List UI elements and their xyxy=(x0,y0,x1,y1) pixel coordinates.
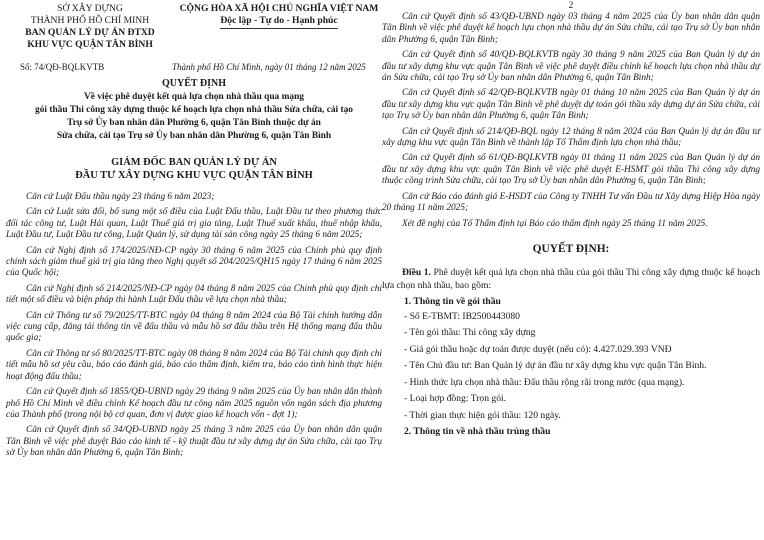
left-column xyxy=(6,0,382,464)
package-info-item: - Tên Chủ đầu tư: Ban Quản lý dự án đầu tư xây dựng khu vực quận Tân Bình. xyxy=(404,360,707,372)
legal-basis-paragraph: Căn cứ Báo cáo đánh giá E-HSDT của Công ty TNHH Tư vấn Đầu tư Xây dựng Hiệp Hòa ngày 20 tháng 11 năm 2025; xyxy=(382,191,760,214)
right-column xyxy=(382,0,760,440)
package-info-item: - Giá gói thầu hoặc dự toán được duyệt (nếu có): 4.427.029.393 VNĐ xyxy=(404,343,672,355)
article-1-label: Điều 1. xyxy=(402,266,431,278)
decision-subject-line3: Trụ sở Ủy ban nhân dân Phường 6, quận Tân Bình thuộc dự án xyxy=(67,118,321,128)
legal-basis-paragraph: Căn cứ Luật sửa đổi, bổ sung một số điều của Luật Đấu thầu, Luật Đầu tư theo phương thức đối tác công tư, Luật Hải quan, Luật Thuế giá trị gia tăng, Luật Thuế xuất khẩu, thuế nhập khẩu, Luật Đầu tư, Luật Đầu tư công, Luật Quản lý, sử dụng tài sản công ngày 25 tháng 6 năm 2025; xyxy=(6,207,382,241)
legal-basis-paragraph: Căn cứ Thông tư số 80/2025/TT-BTC ngày 08 tháng 8 năm 2024 của Bộ Tài chính quy định chi tiết mẫu hồ sơ yêu cầu, báo cáo đánh giá, báo cáo thẩm định, kiểm tra, báo cáo tình hình thực hiện hoạt động đấu thầu; xyxy=(6,348,382,382)
proposal-paragraph: Xét đề nghị của Tổ Thẩm định tại Báo cáo thẩm định ngày 25 tháng 11 năm 2025. xyxy=(402,218,708,229)
package-info-item: - Số E-TBMT: IB2500443080 xyxy=(404,310,520,322)
board-name-line1: BAN QUẢN LÝ DỰ ÁN ĐTXD xyxy=(25,27,155,38)
decision-subject-line4: Sửa chữa, cải tạo Trụ sở Ủy ban nhân dân Phường 6, quận Tân Bình xyxy=(56,131,332,141)
legal-basis-paragraph: Căn cứ Quyết định số 1855/QĐ-UBND ngày 29 tháng 9 năm 2025 của Ủy ban nhân dân thành phố Hồ Chí Minh về điều chỉnh Kế hoạch đầu tư công năm 2025 nguồn vốn ngân sách địa phương của Thành phố (trong nội bộ cơ quan, đơn vị được giao kế hoạch vốn - đợt 1); xyxy=(6,387,382,420)
legal-basis-paragraph: Căn cứ Quyết định số 40/QĐ-BQLKVTB ngày 30 tháng 9 năm 2025 của Ban Quản lý dự án đầu tư xây dựng khu vực quận Tân Bình về việc phê duyệt điều chỉnh kế hoạch lựa chọn nhà thầu dự án Sửa chữa, cải tạo Trụ sở Ủy ban nhân dân Phường 6, quận Tân Bình; xyxy=(382,50,760,84)
decision-title: QUYẾT ĐỊNH xyxy=(162,78,226,89)
article-1 xyxy=(382,266,760,292)
legal-basis-paragraph: Căn cứ Quyết định số 43/QĐ-UBND ngày 03 tháng 4 năm 2025 của Ủy ban nhân dân quận Tân Bình về việc phê duyệt kế hoạch lựa chọn nhà thầu dự án Sửa chữa, cải tạo Trụ sở Ủy ban nhân dân Phường 6, quận Tân Bình; xyxy=(382,12,760,45)
legal-basis-paragraph: Căn cứ Quyết định số 42/QĐ-BQLKVTB ngày 01 tháng 10 năm 2025 của Ban Quản lý dự án đầu tư xây dựng khu vực quận Tân Bình về phê duyệt dự toán gói thầu xây dựng dự án Sửa chữa, cải tạo Trụ sở Ủy ban nhân dân Phường 6, quận Tân Bình; xyxy=(382,88,760,122)
document-header xyxy=(6,0,382,62)
country-title: CỘNG HÒA XÃ HỘI CHỦ NGHĨA VIỆT NAM xyxy=(179,3,379,14)
national-title-block xyxy=(176,3,382,29)
city-name: THÀNH PHỐ HỒ CHÍ MINH xyxy=(30,15,150,26)
signing-authority-line1: GIÁM ĐỐC BAN QUẢN LÝ DỰ ÁN xyxy=(111,157,277,168)
issuing-agency-block xyxy=(6,3,174,51)
legal-basis-paragraph: Căn cứ Nghị định số 174/2025/NĐ-CP ngày 30 tháng 6 năm 2025 của Chính phủ quy định chính sách giảm thuế giá trị gia tăng theo Nghị quyết số 204/2025/QH15 ngày 17 tháng 6 năm 2025 của Quốc hội; xyxy=(6,245,382,279)
legal-basis-paragraph: Căn cứ Quyết định số 61/QĐ-BQLKVTB ngày 01 tháng 11 năm 2025 của Ban Quản lý dự án đầu tư xây dựng khu vực quận Tân Bình về việc phê duyệt E-HSMT gói thầu Thi công xây dựng thuộc công trình Sửa chữa, cải tạo Trụ sở Ủy ban nhân dân Phường 6, quận Tân Bình; xyxy=(382,153,760,187)
signing-authority-line2: ĐẦU TƯ XÂY DỰNG KHU VỰC QUẬN TÂN BÌNH xyxy=(75,170,313,181)
legal-basis-paragraph: Căn cứ Thông tư số 79/2025/TT-BTC ngày 04 tháng 8 năm 2024 của Bộ Tài chính hướng dẫn việc cung cấp, đăng tải thông tin về đấu thầu và mẫu hồ sơ đấu thầu trên Hệ thống mạng đấu thầu quốc gia; xyxy=(6,310,382,344)
board-name-line2: KHU VỰC QUẬN TÂN BÌNH xyxy=(27,39,153,50)
article-1-text: Phê duyệt kết quả lựa chọn nhà thầu của gói thầu Thi công xây dựng thuộc kế hoạch lựa chọn nhà thầu, bao gồm: xyxy=(382,266,760,291)
package-info-item: - Hình thức lựa chọn nhà thầu: Đấu thầu rộng rãi trong nước (qua mạng). xyxy=(404,376,685,388)
legal-basis-paragraph: Căn cứ Luật Đấu thầu ngày 23 tháng 6 năm 2023; xyxy=(26,192,215,202)
decision-subject-line1: Về việc phê duyệt kết quả lựa chọn nhà thầu qua mạng xyxy=(84,92,304,102)
decision-subject-line2: gói thầu Thi công xây dựng thuộc kế hoạch lựa chọn nhà thầu Sửa chữa, cải tạo xyxy=(35,105,353,115)
winning-contractor-heading: 2. Thông tin về nhà thầu trúng thầu xyxy=(404,426,551,438)
issue-date: Thành phố Hồ Chí Minh, ngày 01 tháng 12 năm 2025 xyxy=(172,62,366,72)
legal-basis-paragraph: Căn cứ Quyết định số 34/QĐ-UBND ngày 25 tháng 3 năm 2025 của Ủy ban nhân dân quận Tân Bình về việc phê duyệt Báo cáo kinh tế - kỹ thuật đầu tư xây dựng dự án Sửa chữa, cải tạo Trụ sở Ủy ban nhân dân Phường 6, quận Tân Bình; xyxy=(6,425,382,459)
national-motto: Độc lập - Tự do - Hạnh phúc xyxy=(220,15,337,29)
number-date-line xyxy=(6,62,382,78)
document-number: Số: 74/QĐ-BQLKVTB xyxy=(20,62,105,72)
package-info-item: - Loại hợp đồng: Trọn gói. xyxy=(404,393,507,405)
page-number: 2 xyxy=(568,1,574,11)
package-info-item: - Tên gói thầu: Thi công xây dựng xyxy=(404,327,536,339)
legal-basis-paragraph: Căn cứ Quyết định số 214/QĐ-BQL ngày 12 tháng 8 năm 2024 của Ban Quản lý dự án đầu tư xây dựng khu vực quận Tân Bình về thành lập Tổ Thẩm định lựa chọn nhà thầu; xyxy=(382,126,760,149)
decides-heading: QUYẾT ĐỊNH: xyxy=(532,242,610,255)
legal-basis-paragraph: Căn cứ Nghị định số 214/2025/NĐ-CP ngày 04 tháng 8 năm 2025 của Chính phủ quy định chi tiết một số điều và biện pháp thi hành Luật Đấu thầu về lựa chọn nhà thầu; xyxy=(6,283,382,306)
package-info-heading: 1. Thông tin về gói thầu xyxy=(404,295,501,307)
department-name: SỞ XÂY DỰNG xyxy=(57,3,123,14)
package-info-item: - Thời gian thực hiện gói thầu: 120 ngày. xyxy=(404,409,561,421)
